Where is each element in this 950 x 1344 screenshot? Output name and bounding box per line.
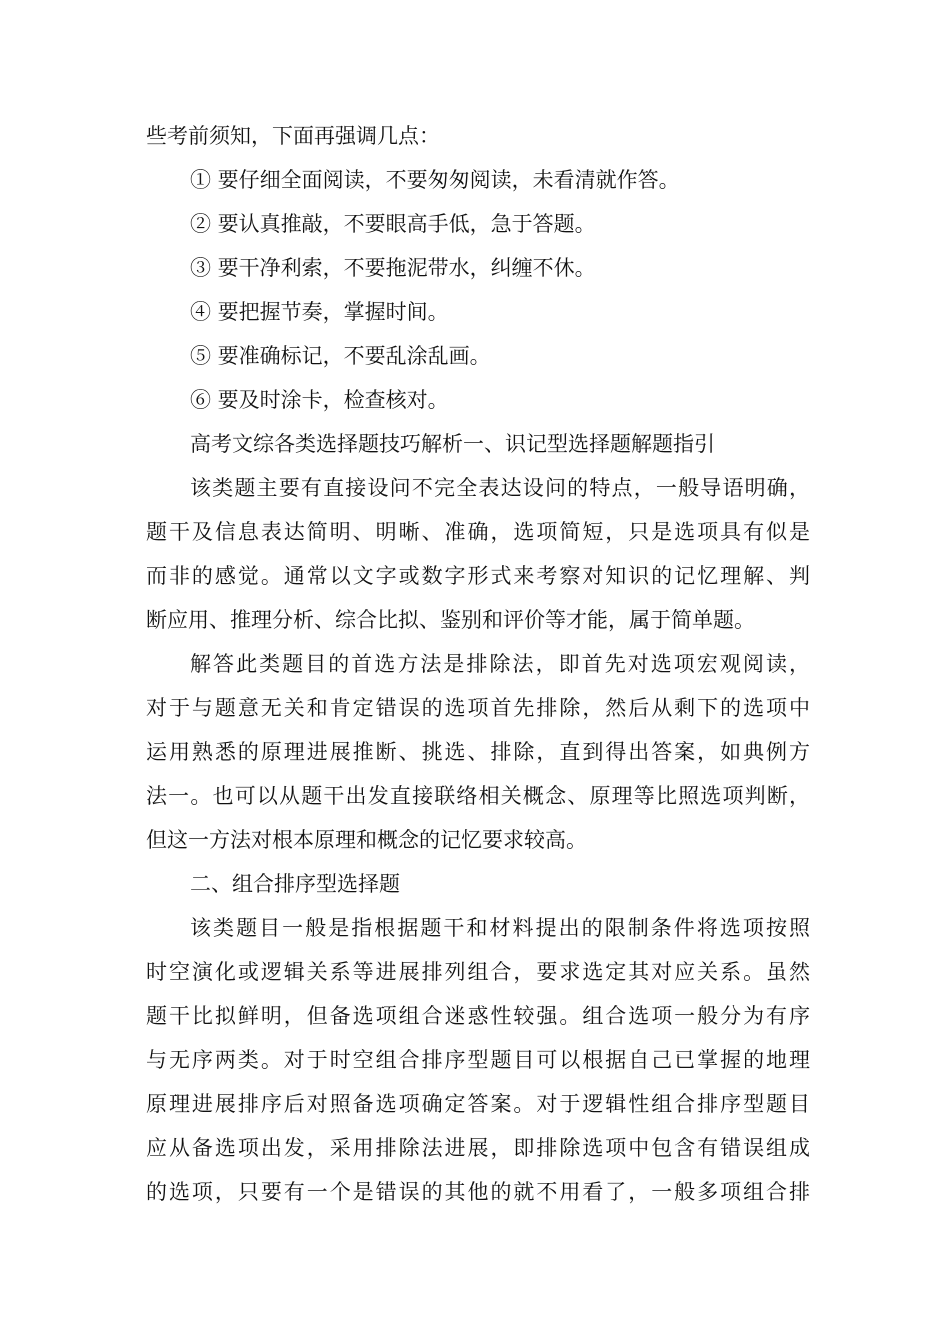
text-line: 的选项，只要有一个是错误的其他的就不用看了，一般多项组合排 bbox=[146, 1180, 810, 1204]
text-line: 对于与题意无关和肯定错误的选项首先排除，然后从剩下的选项中 bbox=[146, 696, 810, 720]
section-heading: 高考文综各类选择题技巧解析一、识记型选择题解题指引 bbox=[190, 432, 715, 456]
text-line: 应从备选项出发，采用排除法进展，即排除选项中包含有错误组成 bbox=[146, 1136, 810, 1160]
text-line: 题干及信息表达简明、明晰、准确，选项简短，只是选项具有似是 bbox=[146, 520, 810, 544]
text-line: 时空演化或逻辑关系等进展排列组合，要求选定其对应关系。虽然 bbox=[146, 960, 810, 984]
list-item: ④ 要把握节奏，掌握时间。 bbox=[190, 300, 449, 324]
text-line: 题干比拟鲜明，但备选项组合迷惑性较强。组合选项一般分为有序 bbox=[146, 1004, 810, 1028]
text-line: 该类题目一般是指根据题干和材料提出的限制条件将选项按照 bbox=[190, 916, 810, 940]
text-line: 原理进展排序后对照备选项确定答案。对于逻辑性组合排序型题目 bbox=[146, 1092, 810, 1116]
text-line: 断应用、推理分析、综合比拟、鉴别和评价等才能，属于简单题。 bbox=[146, 608, 755, 632]
text-line: 与无序两类。对于时空组合排序型题目可以根据自己已掌握的地理 bbox=[146, 1048, 810, 1072]
list-item: ⑥ 要及时涂卡，检查核对。 bbox=[190, 388, 449, 412]
list-item: ② 要认真推敲，不要眼高手低，急于答题。 bbox=[190, 212, 596, 236]
document-body bbox=[146, 114, 810, 1214]
text-line: 些考前须知，下面再强调几点： bbox=[146, 124, 440, 148]
text-line: 运用熟悉的原理进展推断、挑选、排除，直到得出答案，如典例方 bbox=[146, 740, 810, 764]
section-heading: 二、组合排序型选择题 bbox=[190, 872, 400, 896]
text-line: 该类题主要有直接设问不完全表达设问的特点，一般导语明确， bbox=[190, 476, 810, 500]
text-line: 而非的感觉。通常以文字或数字形式来考察对知识的记忆理解、判 bbox=[146, 564, 810, 588]
list-item: ① 要仔细全面阅读，不要匆匆阅读，未看清就作答。 bbox=[190, 168, 680, 192]
list-item: ③ 要干净利索，不要拖泥带水，纠缠不休。 bbox=[190, 256, 596, 280]
text-line: 解答此类题目的首选方法是排除法，即首先对选项宏观阅读， bbox=[190, 652, 810, 676]
text-line: 但这一方法对根本原理和概念的记忆要求较高。 bbox=[146, 828, 587, 852]
text-line: 法一。也可以从题干出发直接联络相关概念、原理等比照选项判断， bbox=[146, 784, 810, 808]
list-item: ⑤ 要准确标记，不要乱涂乱画。 bbox=[190, 344, 491, 368]
